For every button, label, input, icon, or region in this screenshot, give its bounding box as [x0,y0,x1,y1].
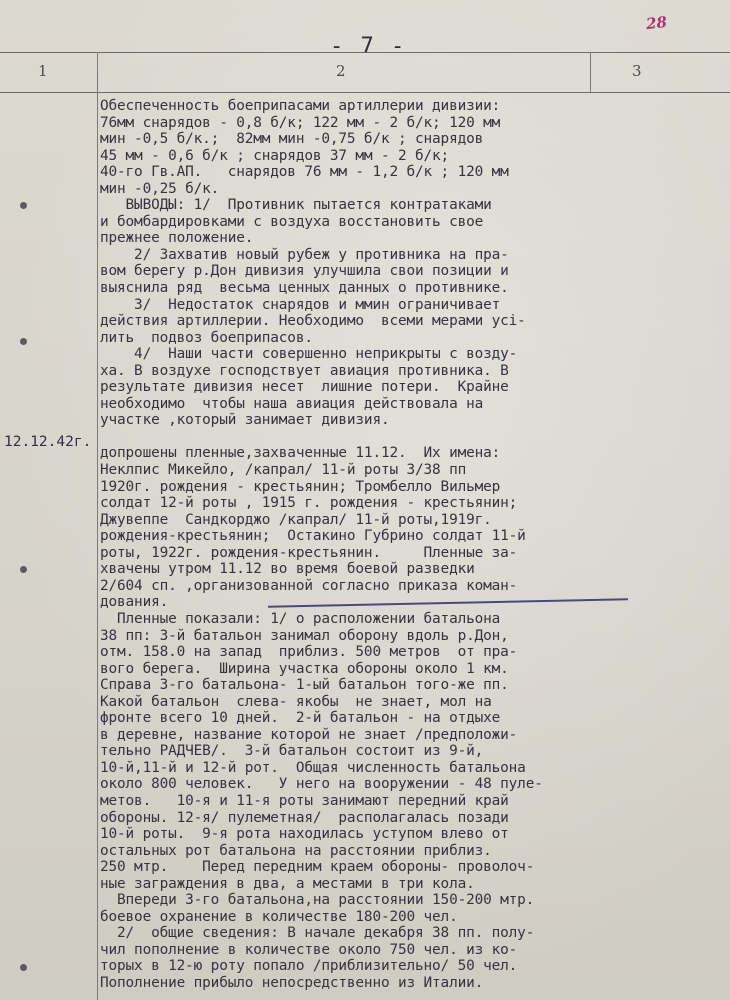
text-line: боевое охранение в количестве 180-200 чел. [100,908,458,925]
text-line: 45 мм - 0,6 б/к ; снарядов 37 мм - 2 б/к; [100,147,450,164]
text-line: 4/ Наши части совершенно неприкрыты с возду- [100,346,518,363]
text-line: прежнее положение. [100,230,254,247]
text-line: Обеспеченность боеприпасами артиллерии дивизии: [100,98,501,114]
text-line: Неклпис Микейло, /капрал/ 11-й роты 3/38 пп [100,462,467,479]
text-line: необходимо чтобы наша авиация действовала на [100,395,484,412]
text-line: Впереди 3-го батальона,на расстоянии 150-200 мтр. [100,892,535,909]
text-line: метов. 10-я и 11-я роты занимают передний край [100,792,509,809]
page-number: - 7 - [330,34,407,59]
text-line: 250 мтр. Перед передним краем обороны- проволоч- [100,859,535,876]
text-line: 2/ общие сведения: В начале декабря 38 пп. полу- [100,925,535,942]
text-line: отм. 158.0 на запад приблиз. 500 метров от пра- [100,644,518,661]
text-line: ВЫВОДЫ: 1/ Противник пытается контратаками [100,197,492,214]
table-top-rule [0,52,730,53]
punch-hole-mark [20,338,27,345]
text-line: Джувеппе Сандкорджо /капрал/ 11-й роты,1919г. [100,511,492,528]
text-line: роты, 1922г. рождения-крестьянин. Пленные за- [100,544,518,561]
text-line: действия артиллерии. Необходимо всеми мерами усі- [100,313,526,330]
text-line: фронте всего 10 дней. 2-й батальон - на отдыхе [100,710,501,727]
text-line: лить подвоз боеприпасов. [100,329,313,346]
text-line: Пленные показали: 1/ о расположении батальона [100,610,501,627]
text-line: мин -0,5 б/к.; 82мм мин -0,75 б/к ; снарядов [100,131,484,148]
text-line: рождения-крестьянин; Остакино Губрино солдат 11-й [100,528,526,545]
text-line: 1920г. рождения - крестьянин; Тромбелло Вильмер [100,478,501,495]
text-line: участке ,который занимает дивизия. [100,412,390,429]
column-divider-2 [590,52,591,92]
text-line: выяснила ряд весьма ценных данных о противнике. [100,280,509,297]
text-line: остальных рот батальона на расстоянии приблиз. [100,842,492,859]
text-line: допрошены пленные,захваченные 11.12. Их имена: [100,445,501,462]
text-line: дования. [100,594,169,611]
text-line: вого берега. Ширина участка обороны около 1 км. [100,660,509,677]
text-line: Справа 3-го батальона- 1-ый батальон того-же пп. [100,677,509,694]
text-line: вом берегу р.Дон дивизия улучшила свои позиции и [100,263,509,280]
text-line: мин -0,25 б/к. [100,180,220,197]
table-header-rule [0,92,730,93]
text-line: 10-й роты. 9-я рота находилась уступом влево от [100,826,509,843]
column-divider-1 [97,52,98,1000]
punch-hole-mark [20,566,27,573]
text-line [100,429,720,446]
punch-hole-mark [20,202,27,209]
text-line: ные заграждения в два, а местами в три кола. [100,875,475,892]
text-line: торых в 12-ю роту попало /приблизительно/ 50 чел. [100,958,518,975]
text-line: хвачены утром 11.12 во время боевой разведки [100,561,475,578]
text-line: результате дивизия несет лишние потери. Крайне [100,379,509,396]
text-line: обороны. 12-я/ пулеметная/ располагалась позади [100,809,509,826]
column-header-1: 1 [38,62,48,80]
text-line: 2/ Захватив новый рубеж у противника на пра- [100,246,509,263]
text-line: солдат 12-й роты , 1915 г. рождения - крестьянин; [100,495,518,512]
archive-stamp-number: 28 [645,12,668,34]
text-line: 38 пп: 3-й батальон занимал оборону вдоль р.Дон, [100,627,509,644]
text-line: ха. В воздухе господствует авиация противника. В [100,362,509,379]
text-line: около 800 человек. У него на вооружении - 48 пуле- [100,776,543,793]
text-line: в деревне, название которой не знает /предположи- [100,726,518,743]
text-line: 76мм снарядов - 0,8 б/к; 122 мм - 2 б/к; 120 мм [100,114,501,131]
entry-date: 12.12.42г. [4,434,92,450]
text-line: чил пополнение в количестве около 750 чел. из ко- [100,941,518,958]
column-header-3: 3 [632,62,642,80]
text-line: 3/ Недостаток снарядов и ммин ограничивает [100,296,501,313]
column-header-2: 2 [336,62,346,80]
text-line: 2/604 сп. ,организованной согласно приказа коман- [100,577,518,594]
text-line: Какой батальон слева- якобы не знает, мол на [100,693,492,710]
typed-report-body [100,98,720,992]
text-line: 40-го Гв.АП. снарядов 76 мм - 1,2 б/к ; 120 мм [100,164,509,181]
text-line: Пополнение прибыло непосредственно из Италии. [100,974,484,991]
text-line: 10-й,11-й и 12-й рот. Общая численность батальона [100,759,526,776]
punch-hole-mark [20,964,27,971]
text-line: тельно РАДЧЕВ/. 3-й батальон состоит из 9-й, [100,743,484,760]
text-line: и бомбардировками с воздуха восстановить свое [100,213,484,230]
